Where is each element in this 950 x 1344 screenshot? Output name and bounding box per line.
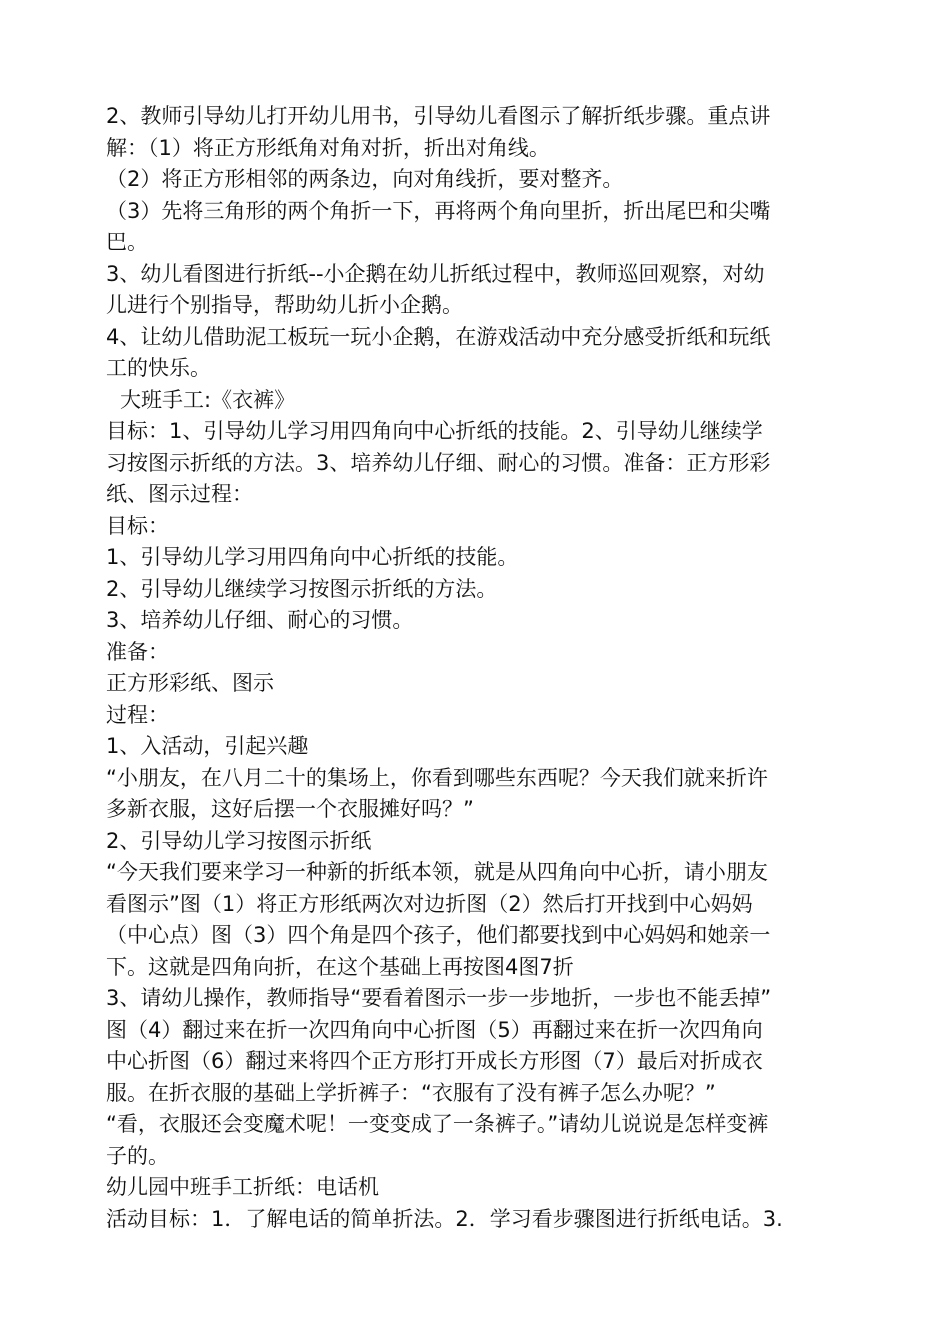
text-line: 多新衣服，这好后摆一个衣服摊好吗？” [106,797,474,821]
text-line: （中心点）图（3）四个角是四个孩子，他们都要找到中心妈妈和她亲一 [106,923,771,947]
text-line: 过程： [106,702,169,727]
section-title: 大班手工:《衣裤》 [120,387,296,412]
text-line: “看，衣服还会变魔术呢！一变变成了一条裤子。”请幼儿说说是怎样变裤 [106,1112,769,1136]
text-line: 目标： [106,513,169,538]
text-line: 正方形彩纸、图示 [106,671,274,695]
text-line: 目标：1、引导幼儿学习用四角向中心折纸的技能。2、引导幼儿继续学 [106,419,763,443]
text-line: “今天我们要来学习一种新的折纸本领，就是从四角向中心折，请小朋友 [106,860,768,884]
text-line: 服。在折衣服的基础上学折裤子：“衣服有了没有裤子怎么办呢？” [106,1080,716,1105]
text-line: 1、入活动，引起兴趣 [106,734,309,758]
text-line: “小朋友，在八月二十的集场上，你看到哪些东西呢？今天我们就来折许 [106,765,768,790]
text-line: 儿进行个别指导，帮助幼儿折小企鹅。 [106,293,463,317]
text-line: 3、培养幼儿仔细、耐心的习惯。 [106,608,414,632]
text-line: 3、幼儿看图进行折纸--小企鹅在幼儿折纸过程中，教师巡回观察，对幼 [106,261,765,286]
text-line: 3、请幼儿操作，教师指导“要看着图示一步一步地折，一步也不能丢掉” [106,986,772,1010]
text-line: 习按图示折纸的方法。3、培养幼儿仔细、耐心的习惯。准备：正方形彩 [106,450,771,475]
text-line: 4、让幼儿借助泥工板玩一玩小企鹅，在游戏活动中充分感受折纸和玩纸 [106,324,771,349]
text-line: 下。这就是四角向折，在这个基础上再按图4图7折 [106,954,574,979]
text-line: 工的快乐。 [106,356,211,380]
text-line: 子的。 [106,1143,169,1168]
text-line: 1、引导幼儿学习用四角向中心折纸的技能。 [106,545,519,569]
text-line: 图（4）翻过来在折一次四角向中心折图（5）再翻过来在折一次四角向 [106,1017,763,1042]
text-line: （2）将正方形相邻的两条边，向对角线折，要对整齐。 [106,167,624,191]
text-line: 2、引导幼儿学习按图示折纸 [106,828,372,853]
text-line: 准备： [106,639,169,664]
text-line: 巴。 [106,230,148,254]
text-line: 活动目标：1．了解电话的简单折法。2．学习看步骤图进行折纸电话。3. [106,1206,783,1231]
text-line: 2、教师引导幼儿打开幼儿用书，引导幼儿看图示了解折纸步骤。重点讲 [106,104,771,128]
text-line: （3）先将三角形的两个角折一下，再将两个角向里折，折出尾巴和尖嘴 [106,198,771,223]
text-line: 中心折图（6）翻过来将四个正方形打开成长方形图（7）最后对折成衣 [106,1049,763,1073]
document-page [106,101,858,1235]
text-line: 2、引导幼儿继续学习按图示折纸的方法。 [106,576,498,601]
text-line: 纸、图示过程： [106,482,253,506]
section-title: 幼儿园中班手工折纸：电话机 [106,1175,379,1199]
text-line: 解：（1）将正方形纸角对角对折，折出对角线。 [106,135,550,160]
text-line: 看图示”图（1）将正方形纸两次对边折图（2）然后打开找到中心妈妈 [106,891,753,916]
